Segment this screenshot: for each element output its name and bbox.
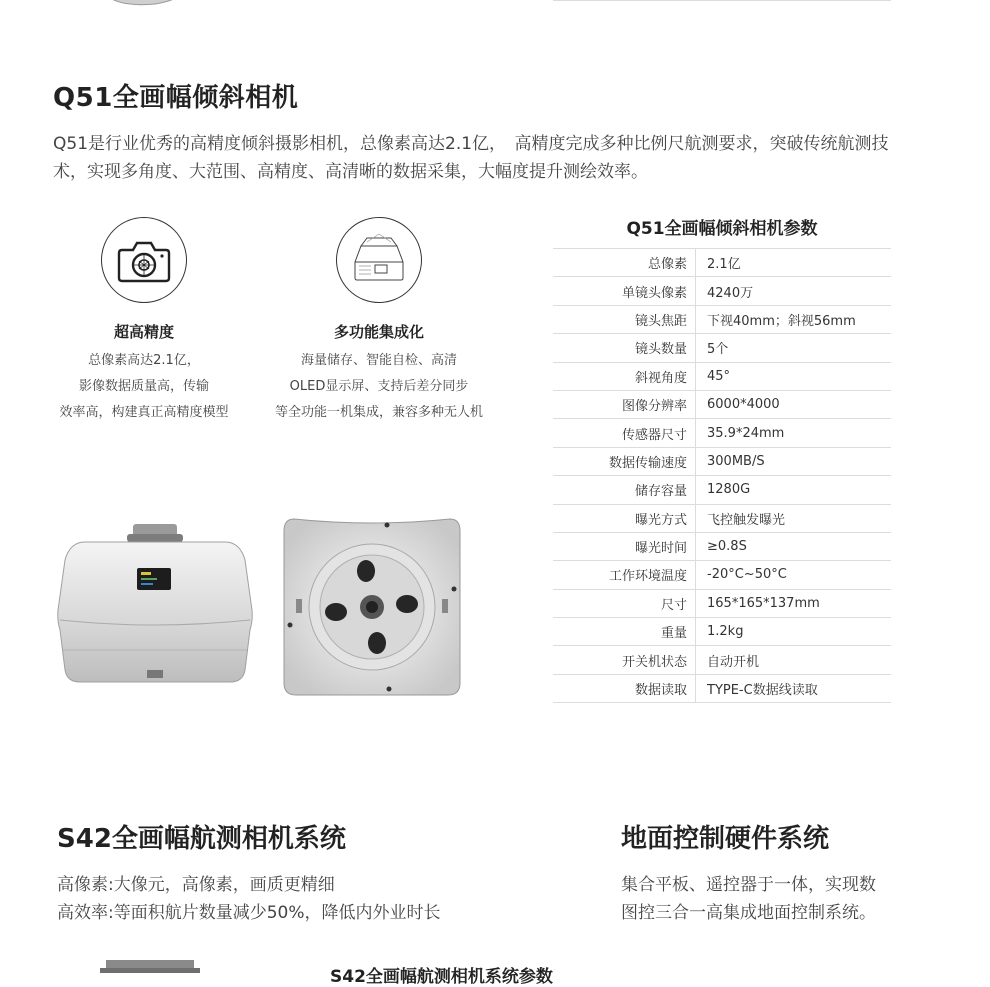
table-row <box>553 448 891 476</box>
ground-desc-line: 集合平板、遥控器于一体，实现数 <box>621 875 876 895</box>
param-value: 飞控触发曝光 <box>707 512 786 528</box>
feature-desc-line: 效率高，构建真正高精度模型 <box>59 405 229 420</box>
table-row <box>553 391 891 419</box>
q51-intro-text: Q51是行业优秀的高精度倾斜摄影相机，总像素高达2.1亿， 高精度完成多种比例尺航测要求，突破传统航测技术，实现多角度、大范围、高精度、高清晰的数据采集，大幅度提升测绘效率。 <box>53 134 889 182</box>
table-row <box>553 533 891 561</box>
s42-desc-line: 高效率:等面积航片数量减少50%，降低内外业时长 <box>57 903 441 923</box>
param-value: 300MB/S <box>707 453 765 469</box>
param-value: 45° <box>707 368 731 384</box>
previous-table-bottom-border <box>553 0 891 1</box>
feature-title: 多功能集成化 <box>333 323 424 341</box>
param-value: -20°C~50°C <box>707 567 787 583</box>
param-value: 自动开机 <box>707 654 760 670</box>
table-row <box>553 590 891 618</box>
feature-desc-line: 海量储存、智能自检、高清 <box>300 353 457 368</box>
table-row <box>553 306 891 334</box>
param-key: 曝光时间 <box>634 541 687 557</box>
table-row <box>553 618 891 646</box>
feature-desc-line: OLED显示屏、支持后差分同步 <box>289 379 469 394</box>
param-key: 传感器尺寸 <box>621 427 687 443</box>
param-key: 尺寸 <box>660 597 687 613</box>
table-row <box>553 363 891 391</box>
param-value: 4240万 <box>707 285 754 301</box>
feature-desc-line: 影像数据质量高，传输 <box>78 379 209 394</box>
s42-desc-line: 高像素:大像元，高像素，画质更精细 <box>57 875 335 895</box>
param-key: 储存容量 <box>634 484 687 500</box>
param-key: 斜视角度 <box>634 370 687 386</box>
param-key: 数据读取 <box>634 683 687 699</box>
table-row <box>553 561 891 589</box>
ground-desc-line: 图控三合一高集成地面控制系统。 <box>621 903 876 923</box>
table-row <box>553 646 891 674</box>
table-row <box>553 476 891 504</box>
device-icon <box>336 217 422 303</box>
param-key: 数据传输速度 <box>608 455 687 471</box>
param-key: 总像素 <box>647 257 687 273</box>
feature-description <box>44 348 244 426</box>
param-key: 图像分辨率 <box>621 399 687 415</box>
table-row <box>553 419 891 447</box>
table-row <box>553 334 891 362</box>
param-key: 曝光方式 <box>634 512 687 528</box>
table-row <box>553 249 891 277</box>
param-value: ≥0.8S <box>707 539 747 555</box>
ground-section-title: 地面控制硬件系统 <box>621 824 830 854</box>
table-row <box>553 277 891 305</box>
param-value: 165*165*137mm <box>707 595 820 611</box>
table-row <box>553 505 891 533</box>
q51-camera-side-image <box>55 520 255 685</box>
previous-product-image <box>95 0 190 6</box>
s42-section-title: S42全画幅航测相机系统 <box>57 824 346 854</box>
s42-description <box>57 871 577 927</box>
feature-high-precision <box>44 217 244 426</box>
feature-desc-line: 等全功能一机集成，兼容多种无人机 <box>274 405 483 420</box>
camera-icon <box>101 217 187 303</box>
param-value: 5个 <box>707 342 729 358</box>
q51-params-title: Q51全画幅倾斜相机参数 <box>626 219 818 239</box>
q51-params-table <box>553 248 891 703</box>
s42-params-title: S42全画幅航测相机系统参数 <box>330 967 553 987</box>
param-key: 开关机状态 <box>621 654 687 670</box>
param-key: 镜头数量 <box>634 342 687 358</box>
ground-description <box>621 871 941 927</box>
feature-title: 超高精度 <box>113 323 174 341</box>
param-value: 1280G <box>707 482 751 498</box>
param-key: 工作环境温度 <box>608 569 687 585</box>
feature-multifunction <box>264 217 494 426</box>
param-value: 35.9*24mm <box>707 425 785 441</box>
param-value: 1.2kg <box>707 624 744 640</box>
param-value: 下视40mm；斜视56mm <box>707 313 856 329</box>
param-key: 单镜头像素 <box>621 285 687 301</box>
param-key: 重量 <box>660 626 687 642</box>
q51-section-title: Q51全画幅倾斜相机 <box>53 83 299 113</box>
q51-camera-bottom-image <box>282 517 462 697</box>
param-value: 2.1亿 <box>707 257 741 273</box>
feature-description <box>264 348 494 426</box>
param-value: 6000*4000 <box>707 397 780 413</box>
previous-table-divider <box>703 0 704 1</box>
param-key: 镜头焦距 <box>634 313 687 329</box>
s42-camera-image <box>100 956 200 973</box>
feature-desc-line: 总像素高达2.1亿， <box>88 353 200 368</box>
table-row <box>553 675 891 703</box>
param-value: TYPE-C数据线读取 <box>707 683 818 699</box>
